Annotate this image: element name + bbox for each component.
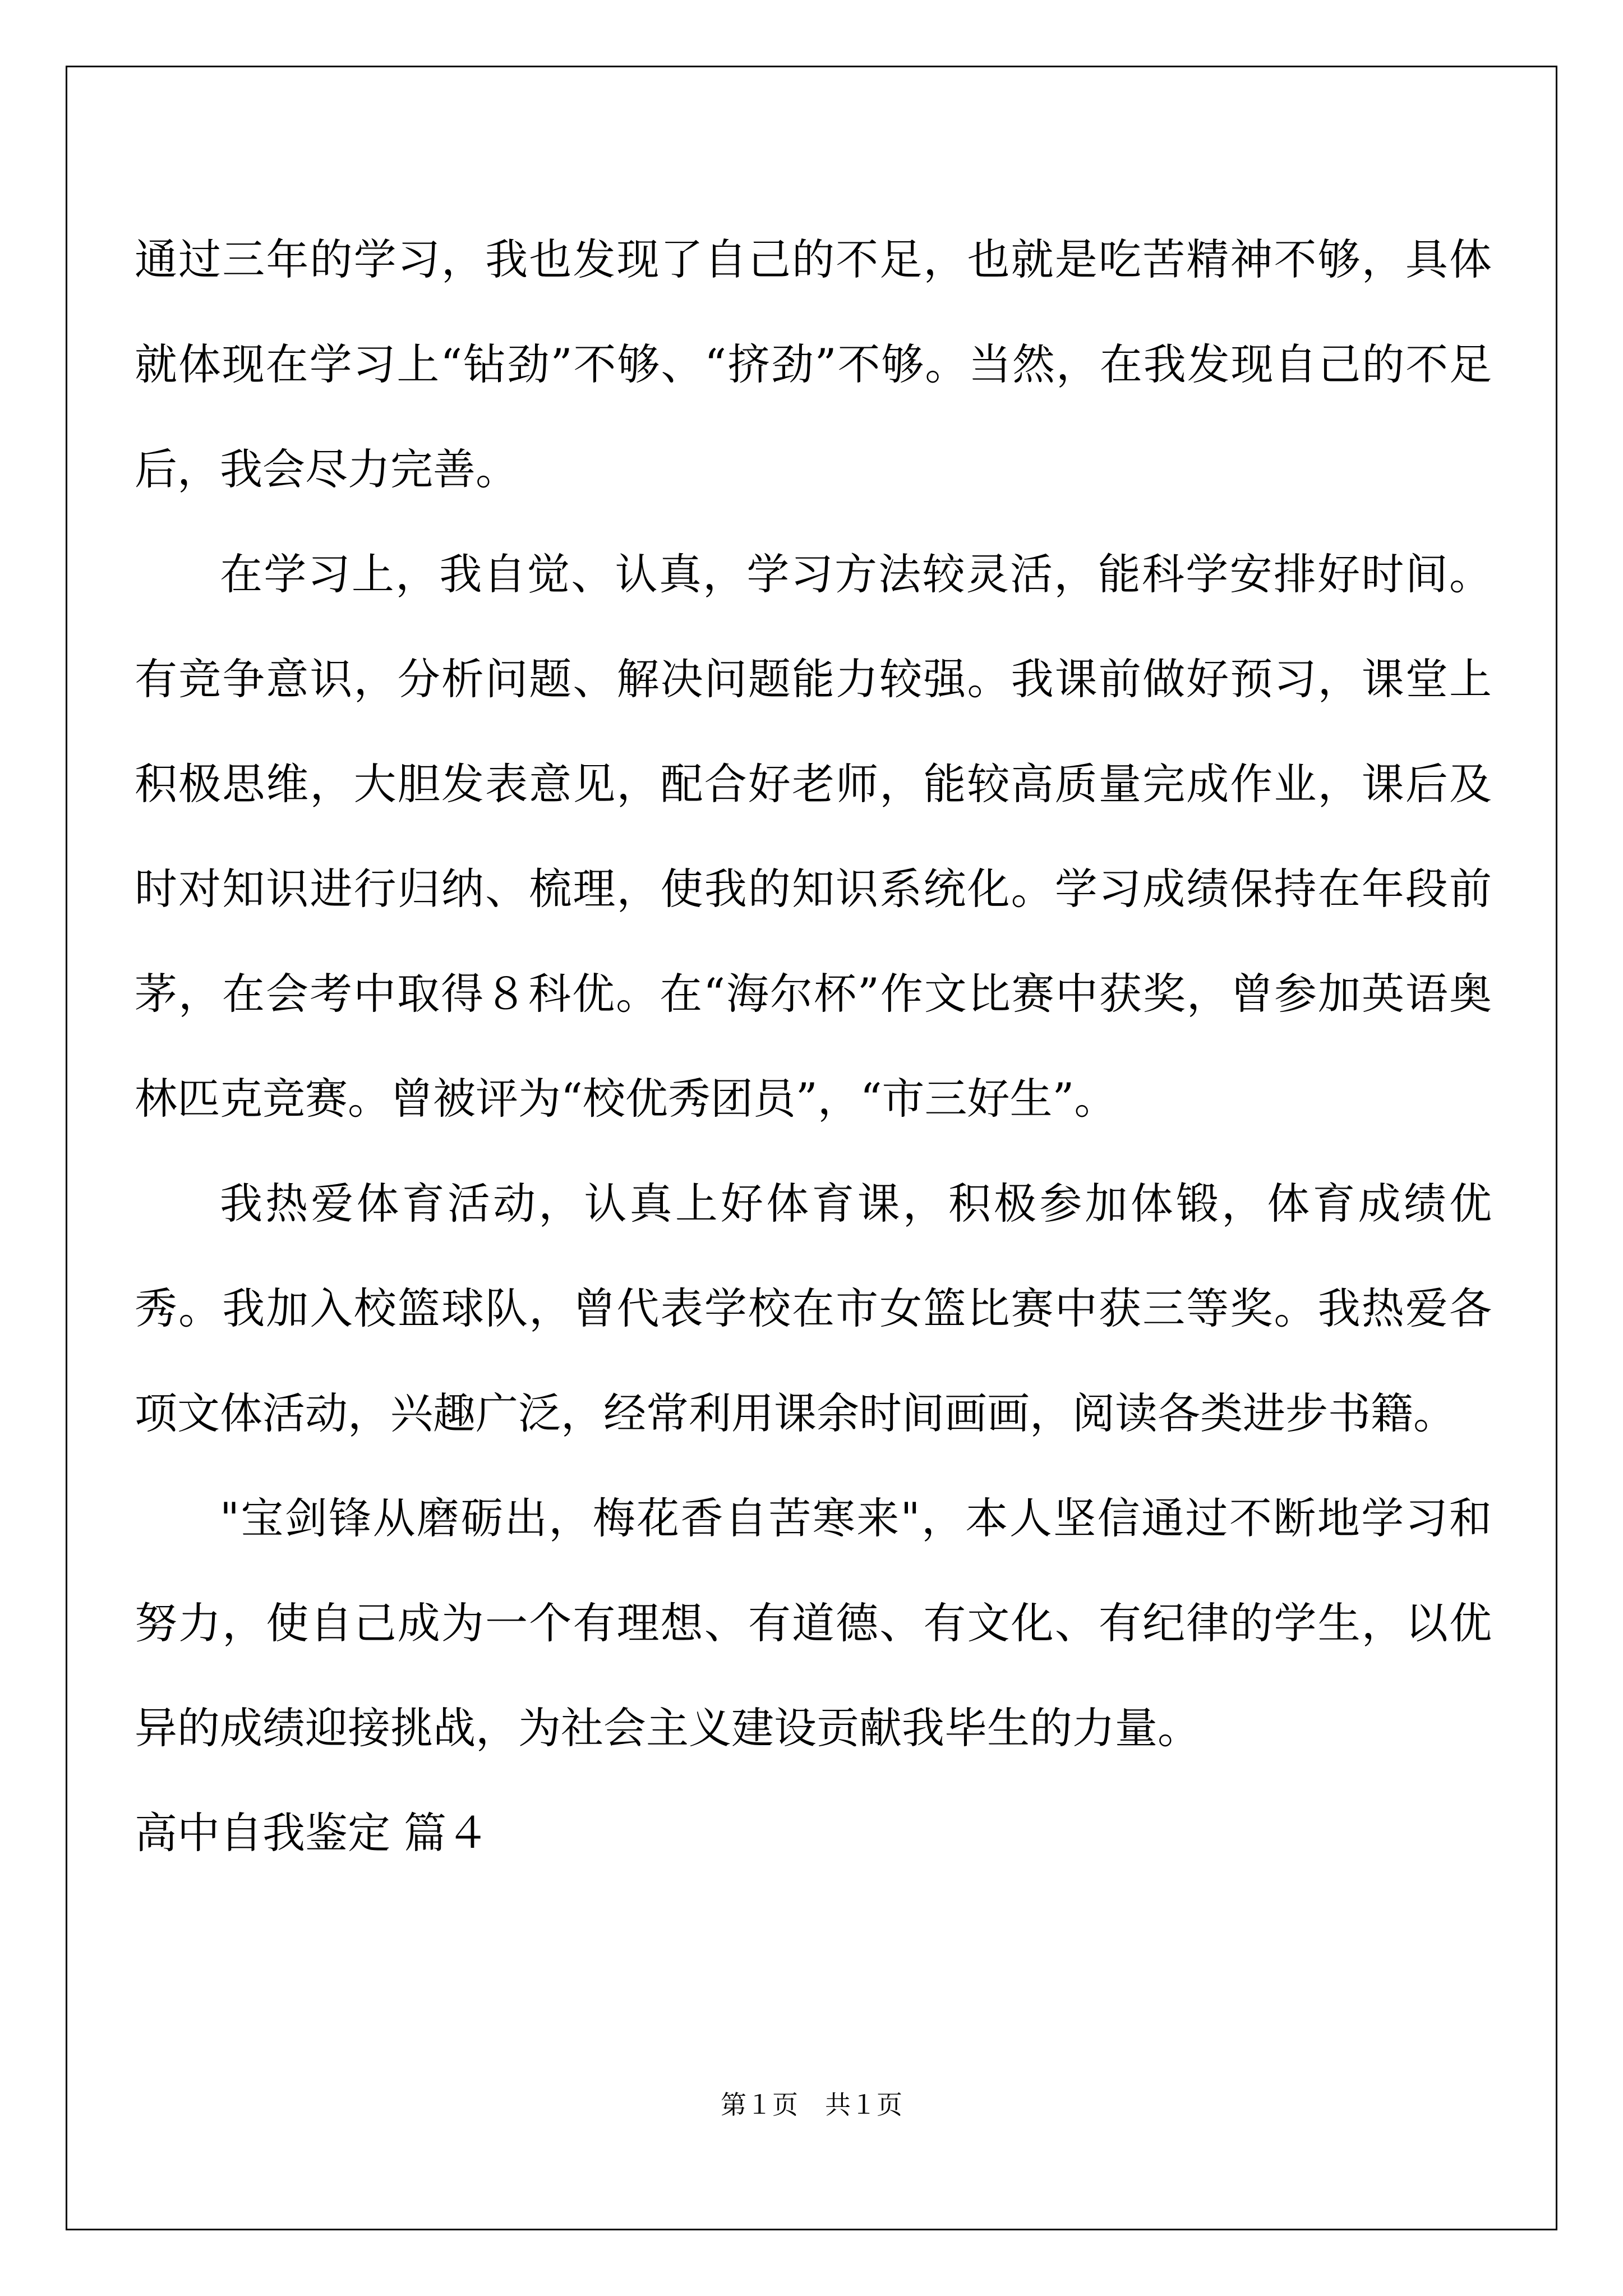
page-number-current: 第１页 (721, 2090, 798, 2120)
page-number-total: 共１页 (825, 2090, 902, 2120)
section-heading: 高中自我鉴定 篇４ (135, 1808, 490, 1858)
paragraph-4: "宝剑锋从磨砺出，梅花香自苦寒来"，本人坚信通过不断地学习和努力，使自己成为一个有理想、有道德、有文化、有纪律的学生，以优异的成绩迎接挑战，为社会主义建设贡献我毕生的力量。 (135, 1493, 1492, 1753)
paragraph-1: 通过三年的学习，我也发现了自己的不足，也就是吃苦精神不够，具体就体现在学习上“钻劲”不够、“挤劲”不够。当然，在我发现自己的不足后，我会尽力完善。 (135, 234, 1492, 494)
paragraph-3: 我热爱体育活动，认真上好体育课，积极参加体锻，体育成绩优秀。我加入校篮球队，曾代表学校在市女篮比赛中获三等奖。我热爱各项文体活动，兴趣广泛，经常利用课余时间画画，阅读各类进步书籍。 (135, 1179, 1492, 1438)
document-body (135, 207, 1492, 1885)
page-footer (0, 2088, 1623, 2122)
paragraph-2: 在学习上，我自觉、认真，学习方法较灵活，能科学安排好时间。有竞争意识，分析问题、解决问题能力较强。我课前做好预习，课堂上积极思维，大胆发表意见，配合好老师，能较高质量完成作业，课后及时对知识进行归纳、梳理，使我的知识系统化。学习成绩保持在年段前茅，在会考中取得８科优。在“海尔杯”作文比赛中获奖，曾参加英语奥林匹克竞赛。曾被评为“校优秀团员”，“市三好生”。 (135, 549, 1492, 1124)
